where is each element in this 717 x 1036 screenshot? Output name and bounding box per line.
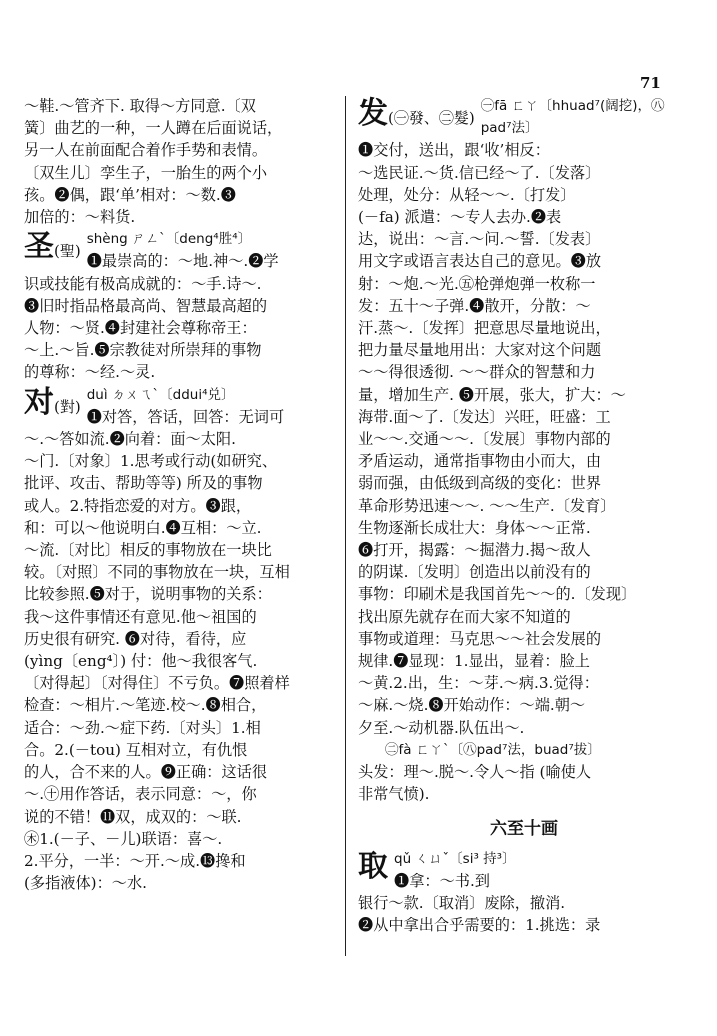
text-line: ～鞋.～管齐下. 取得～方同意.〔双 xyxy=(24,97,256,115)
entry-fa xyxy=(358,95,690,806)
left-column xyxy=(24,95,340,894)
traditional-form: (聖) xyxy=(54,242,81,261)
text-line: 业～～.交通～～.〔发展〕事物内部的 xyxy=(358,430,611,449)
continued-entry xyxy=(24,95,340,228)
text-line: ～.～答如流.❷向着：面～太阳. xyxy=(24,430,236,449)
section-title: 六至十画 xyxy=(490,818,558,839)
text-line: ❶拿：～书.到 xyxy=(394,871,490,890)
pronunciation: ㊀fā ㄈㄚ〔hhuad⁷(阔挖)，㊇pad⁷法〕 xyxy=(480,98,665,137)
text-line: 识或技能有极高成就的：～手.诗～. xyxy=(24,274,262,293)
text-line: 矛盾运动，通常指事物由小而大，由 xyxy=(358,452,601,471)
text-line: ～上.～旨.❺宗教徒对所崇拜的事物 xyxy=(24,341,262,360)
text-line: ❶最崇高的：～地.神～.❷学 xyxy=(86,252,279,271)
text-line: 用文字或语言表达自己的意见。❸放 xyxy=(358,252,601,271)
text-line: 事物或道理：马克思～～社会发展的 xyxy=(358,629,601,648)
text-line: 或人。2.特指恋爱的对方。❸跟， xyxy=(24,496,252,515)
text-line: ～黄.2.出，生：～芽.～病.3.觉得： xyxy=(358,674,599,693)
text-line: 说的不错！⓫双，成双的：～联. xyxy=(24,807,242,826)
text-line: ～～得很透彻. ～～群众的智慧和力 xyxy=(358,363,596,382)
text-line: 夕至.～动机器.队伍出～. xyxy=(358,718,525,737)
text-line: 〔双生儿〕孪生子，一胎生的两个小 xyxy=(24,163,267,182)
headword-qu: 取 xyxy=(358,848,388,884)
text-line: 另一人在前面配合着作手势和表情。 xyxy=(24,141,267,160)
text-line: 适合：～劲.～症下药.〔对头〕1.相 xyxy=(24,718,261,737)
text-line: 射：～炮.～光.㊄枪弹炮弹一枚称一 xyxy=(358,274,596,293)
headword-sheng: 圣(聖) xyxy=(24,229,81,265)
text-line: 把力量尽量地用出：大家对这个问题 xyxy=(358,341,601,360)
text-line: 〔对得起〕〔对得住〕不亏负。❼照着样 xyxy=(24,674,290,693)
text-line: 的人，合不来的人。❾正确：这话很 xyxy=(24,763,267,782)
text-line: ❻打开，揭露：～掘潜力.揭～敌人 xyxy=(358,541,591,560)
text-line: 发：五十～子弹.❹散开，分散：～ xyxy=(358,296,591,315)
text-line: 事物：印刷术是我国首先～～的.〔发现〕 xyxy=(358,585,637,604)
text-line: 的尊称：～经.～灵. xyxy=(24,363,156,382)
text-line: 2.平分，一半：～开.～成.⓭搀和 xyxy=(24,851,246,870)
text-line: ～.㊉用作答话，表示同意：～，你 xyxy=(24,785,257,804)
entry-qu xyxy=(358,848,690,937)
text-line: ～麻.～烧.❽开始动作：～端.朝～ xyxy=(358,696,586,715)
text-line: 达，说出：～言.～问.～誓.〔发表〕 xyxy=(358,230,601,249)
right-column xyxy=(358,95,690,937)
entry-dui xyxy=(24,384,340,895)
text-line: 检查：～相片.～笔迹.校～.❽相合， xyxy=(24,696,267,715)
text-line: 处理，处分：从轻～～.〔打发〕 xyxy=(358,185,576,204)
text-line: 我～这件事情还有意见.他～祖国的 xyxy=(24,607,257,626)
text-line: 簧〕曲艺的一种，一人蹲在后面说话， xyxy=(24,119,283,138)
text-line: ㊍1.(－子、－儿)联语：喜～. xyxy=(24,829,223,848)
text-line: 弱而强，由低级到高级的变化：世界 xyxy=(358,474,601,493)
pronunciation: qǔ ㄑㄩˇ〔si³ 持³〕 xyxy=(394,850,516,867)
text-line: 较。〔对照〕不同的事物放在一块，互相 xyxy=(24,563,290,582)
text-line: 生物逐渐长成壮大：身体～～正常. xyxy=(358,518,591,537)
text-line: ❶交付，送出，跟‘收’相反： xyxy=(358,141,550,160)
text-line: 孩。❷偶，跟‘单’相对：～数.❸ xyxy=(24,185,236,204)
text-line: 加倍的：～料货. xyxy=(24,208,136,227)
text-line: 量，增加生产. ❺开展，张大，扩大：～ xyxy=(358,385,626,404)
text-line: 和：可以～他说明白.❹互相：～立. xyxy=(24,518,262,537)
text-line: 找出原先就存在而大家不知道的 xyxy=(358,607,571,626)
headword-fa: 发(㊀發、㊁髮) xyxy=(358,96,475,131)
text-line: 银行～款.〔取消〕废除，撤消. xyxy=(358,894,566,913)
text-line: 规律.❼显现：1.显出，显着：脸上 xyxy=(358,652,590,671)
text-line: ❶对答，答话，回答：无词可 xyxy=(86,407,285,426)
entry-sheng xyxy=(24,228,340,383)
text-line: (－fa) 派遣：～专人去办.❷表 xyxy=(358,208,562,227)
text-line: (多指液体)：～水. xyxy=(24,874,147,893)
text-line: 海带.面～了.〔发达〕兴旺，旺盛：工 xyxy=(358,407,611,426)
text-line: ～流.〔对比〕相反的事物放在一块比 xyxy=(24,541,272,560)
text-line: 比较参照.❺对于，说明事物的关系： xyxy=(24,585,272,604)
text-line: (yìng〔eng⁴〕) 付：他～我很客气. xyxy=(24,652,258,671)
text-line: ～选民证.～货.信已经～了.〔发落〕 xyxy=(358,163,601,182)
text-line: 革命形势迅速～～. ～～生产.〔发育〕 xyxy=(358,496,616,515)
text-line: ❷从中拿出合乎需要的：1.挑选：录 xyxy=(358,916,601,935)
traditional-form: (對) xyxy=(54,397,81,416)
text-line: 合。2.(－tou) 互相对立，有仇恨 xyxy=(24,740,248,759)
text-line: 批评、攻击、帮助等等) 所及的事物 xyxy=(24,474,263,493)
second-pronunciation: ㊁fà ㄈㄚˋ〔㊇pad⁷法，buad⁷拔〕 xyxy=(385,741,601,758)
headword-dui: 对(對) xyxy=(24,384,81,420)
text-line: 历史很有研究. ❻对待，看待，应 xyxy=(24,629,247,648)
text-line: 的阴谋.〔发明〕创造出以前没有的 xyxy=(358,563,591,582)
text-line: 头发：理～.脱～.令人～指 (喻使人 xyxy=(358,763,592,782)
text-line: ❸旧时指品格最高尚、智慧最高超的 xyxy=(24,296,267,315)
text-line: 非常气愤). xyxy=(358,785,430,804)
text-line: 汗.蒸～.〔发挥〕把意思尽量地说出， xyxy=(358,319,611,338)
pronunciation: duì ㄉㄨㄟˋ〔ddui⁴兑〕 xyxy=(86,386,235,403)
column-divider xyxy=(345,96,346,956)
text-line: 人物：～贤.❹封建社会尊称帝王： xyxy=(24,319,257,338)
text-line: ～门.〔对象〕1.思考或行动(如研究、 xyxy=(24,452,278,471)
page-number: 71 xyxy=(640,74,661,92)
traditional-form: (㊀發、㊁髮) xyxy=(388,109,475,127)
pronunciation: shèng ㄕㄥˋ〔deng⁴胜⁴〕 xyxy=(86,231,252,248)
